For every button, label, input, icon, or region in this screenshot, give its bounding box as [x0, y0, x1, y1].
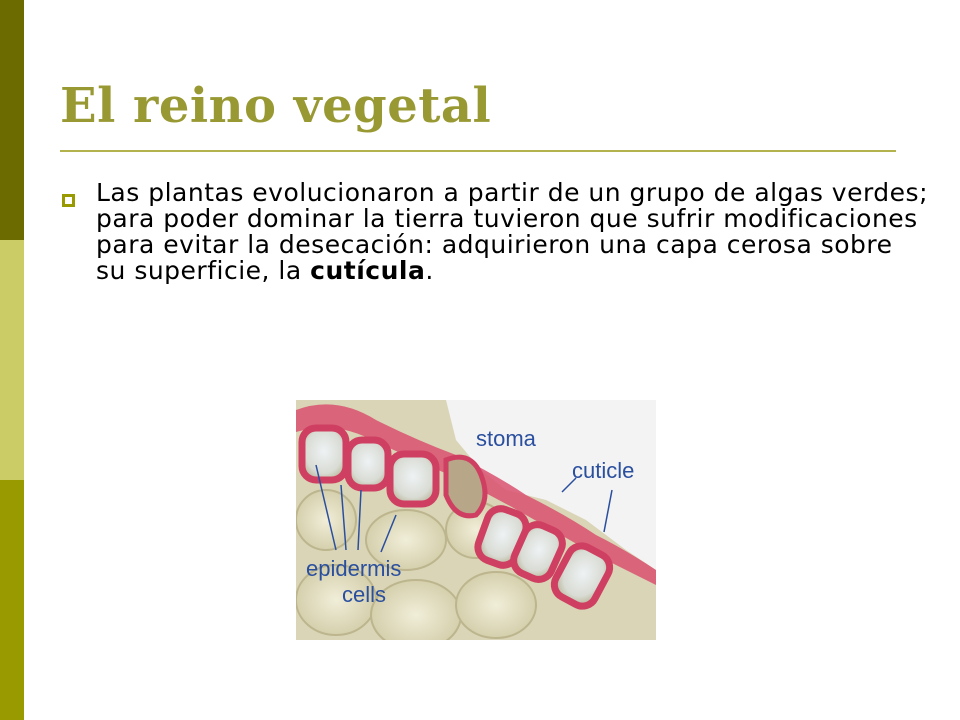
square-bullet-icon: [62, 194, 75, 207]
label-cuticle: cuticle: [572, 458, 635, 483]
bullet-text-main: Las plantas evolucionaron a partir de un grupo de algas verdes; para poder dominar la tierra tuvieron que sufrir modificaciones para evitar la desecación: adquirieron una capa cerosa sobre su superficie, la: [96, 178, 929, 285]
bullet-bold-term: cutícula: [310, 256, 426, 285]
bullet-item: [60, 180, 930, 284]
slide-title: El reino vegetal: [60, 78, 492, 134]
side-bar-middle: [0, 240, 24, 480]
side-bar-top: [0, 0, 24, 240]
title-divider: [60, 150, 896, 152]
label-epidermis: epidermis: [306, 556, 402, 581]
label-cells: cells: [342, 582, 387, 607]
epidermis-micrograph: [296, 400, 656, 640]
label-stoma: stoma: [476, 426, 536, 451]
side-bar-bottom: [0, 480, 24, 720]
bullet-text: [96, 180, 930, 284]
bullet-text-end: .: [425, 256, 434, 285]
bullet-list: [60, 180, 930, 284]
